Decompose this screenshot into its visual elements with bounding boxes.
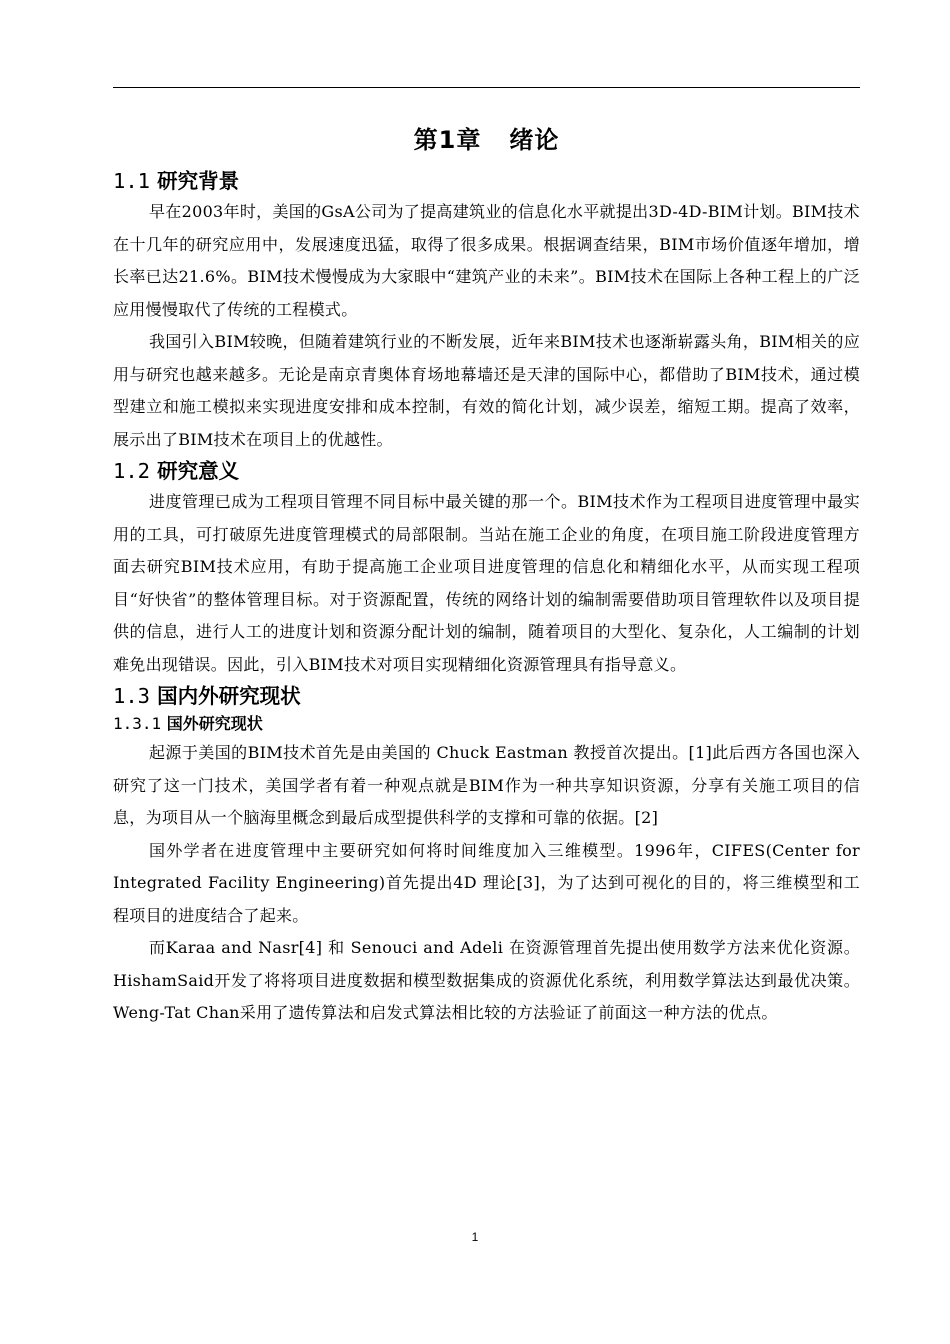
paragraph: 而Karaa and Nasr[4] 和 Senouci and Adeli 在资源管理首先提出使用数学方法来优化资源。HishamSaid开发了将将项目进度数据和模型数据集成的资源优化系统，利用数学算法达到最优决策。Weng-Tat Chan采用了遗传算法和启发式算法相比较的方法验证了前面这一种方法的优点。 [113, 938, 860, 1022]
chapter-label: 第1章 [413, 126, 482, 154]
subsection-heading-1-3-1 [113, 711, 860, 737]
paragraph: 我国引入BIM较晚，但随着建筑行业的不断发展，近年来BIM技术也逐渐崭露头角，BIM相关的应用与研究也越来越多。无论是南京青奥体育场地幕墙还是天津的国际中心，都借助了BIM技术，通过模型建立和施工模拟来实现进度安排和成本控制，有效的简化计划，减少误差，缩短工期。提高了效率，展示出了BIM技术在项目上的优越性。 [113, 332, 860, 449]
paragraph: 进度管理已成为工程项目管理不同目标中最关键的那一个。BIM技术作为工程项目进度管理中最实用的工具，可打破原先进度管理模式的局部限制。当站在施工企业的角度，在项目施工阶段进度管理方面去研究BIM技术应用，有助于提高施工企业项目进度管理的信息化和精细化水平，从而实现工程项目“好快省”的整体管理目标。对于资源配置，传统的网络计划的编制需要借助项目管理软件以及项目提供的信息，进行人工的进度计划和资源分配计划的编制，随着项目的大型化、复杂化，人工编制的计划难免出现错误。因此，引入BIM技术对项目实现精细化资源管理具有指导意义。 [113, 492, 860, 674]
paragraph: 起源于美国的BIM技术首先是由美国的 Chuck Eastman 教授首次提出。[1]此后西方各国也深入研究了这一门技术，美国学者有着一种观点就是BIM作为一种共享知识资源，分享有关施工项目的信息，为项目从一个脑海里概念到最后成型提供科学的支撑和可靠的依据。[2] [113, 743, 860, 827]
page-content [113, 166, 860, 1030]
paragraph: 国外学者在进度管理中主要研究如何将时间维度加入三维模型。1996年，CIFES(Center for Integrated Facility Engineering)首先提出4D 理论[3]，为了达到可视化的目的，将三维模型和工程项目的进度结合了起来。 [113, 840, 860, 925]
header-rule [113, 87, 860, 88]
section-number: 1.2 [113, 459, 151, 483]
subsection-number: 1.3.1 [113, 714, 162, 733]
section-heading-1-1 [113, 166, 860, 196]
chapter-title [113, 122, 860, 158]
section-title: 研究背景 [157, 169, 240, 193]
section-number: 1.1 [113, 169, 151, 193]
page-number: 1 [471, 1230, 479, 1244]
section-title: 研究意义 [157, 459, 240, 483]
section-title: 国内外研究现状 [157, 684, 301, 708]
paragraph: 早在2003年时，美国的GsA公司为了提高建筑业的信息化水平就提出3D-4D-BIM计划。BIM技术在十几年的研究应用中，发展速度迅猛，取得了很多成果。根据调查结果，BIM市场价值逐年增加，增长率已达21.6%。BIM技术慢慢成为大家眼中“建筑产业的未来”。BIM技术在国际上各种工程上的广泛应用慢慢取代了传统的工程模式。 [113, 202, 860, 319]
subsection-title: 国外研究现状 [166, 714, 263, 733]
section-number: 1.3 [113, 684, 151, 708]
chapter-name: 绪论 [509, 126, 560, 154]
section-heading-1-3 [113, 681, 860, 711]
section-heading-1-2 [113, 456, 860, 486]
